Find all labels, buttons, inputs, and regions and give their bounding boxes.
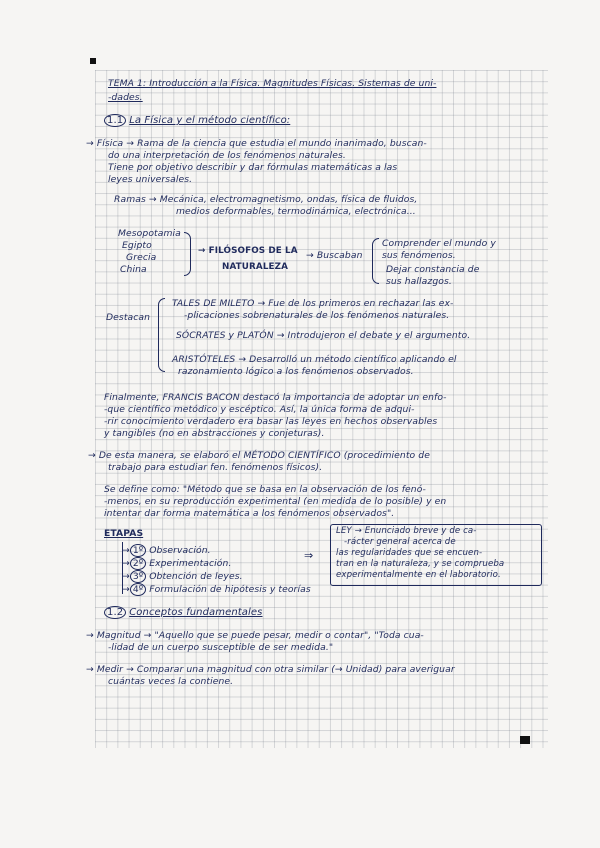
fisica-line-2: do una interpretación de los fenómenos naturales. [108,150,346,161]
filosofos-line-2: NATURALEZA [222,262,289,272]
culture-egipto: Egipto [122,240,152,251]
magnitud-line-1: → Magnitud → "Aquello que se puede pesar, medir o contar", "Toda cua- [86,630,424,641]
ley-line-5: experimentalmente en el laboratorio. [336,570,501,580]
goals-brace [372,238,379,284]
section-1-number: 1.1 [104,114,126,127]
goal-4: sus hallazgos. [386,276,452,287]
ley-line-2: -rácter general acerca de [344,537,456,547]
definicion-line-1: Se define como: "Método que se basa en la observación de los fenó- [104,484,426,495]
section-2-heading [104,606,262,619]
scan-corner-mark [520,736,530,744]
tales-line-1: TALES DE MILETO → Fue de los primeros en rechazar las ex- [172,298,454,309]
fisica-line-3: Tiene por objetivo describir y dar fórmulas matemáticas a las [108,162,398,173]
goal-3: Dejar constancia de [386,264,480,275]
socrates-line: SÓCRATES y PLATÓN → Introdujeron el debate y el argumento. [176,330,471,341]
page-margin-bottom [0,748,600,848]
metodo-line-2: trabajo para estudiar fen. fenómenos físicos). [108,462,323,473]
bacon-line-1: Finalmente, FRANCIS BACON destacó la importancia de adoptar un enfo- [104,392,447,403]
aristoteles-line-1: ARISTÓTELES → Desarrolló un método científico aplicando el [172,354,457,365]
aristoteles-line-2: razonamiento lógico a los fenómenos observados. [178,366,414,377]
etapa-1-number: 1º [130,544,146,557]
culture-grecia: Grecia [126,252,157,263]
section-2-title: Conceptos fundamentales [129,607,263,618]
definicion-line-2: -menos, en su reproducción experimental (en medida de lo posible) y en [104,496,447,507]
etapas-label: ETAPAS [104,528,144,539]
etapa-1: → 1º Observación. [122,545,211,556]
medir-line-1: → Medir → Comparar una magnitud con otra similar (→ Unidad) para averiguar [86,664,455,675]
etapas-implies-arrow: ⇒ [304,549,314,562]
etapa-1-text: Observación. [149,545,211,556]
destacan-label: Destacan [106,312,151,323]
culture-mesopotamia: Mesopotamia [118,228,181,239]
etapa-4: → 4º Formulación de hipótesis y teorías [122,584,311,595]
destacan-brace [158,298,165,372]
etapa-2-number: 2º [130,557,146,570]
bacon-line-2: -que científico metódico y escéptico. Así, la única forma de adqui- [104,404,415,415]
page-margin-right [548,0,600,848]
cultures-brace [184,232,191,276]
etapa-4-text: Formulación de hipótesis y teorías [149,584,311,595]
metodo-line-1: → De esta manera, se elaboró el MÉTODO CIENTÍFICO (procedimiento de [88,450,430,461]
fisica-line-1: → Física → Rama de la ciencia que estudia el mundo inanimado, buscan- [86,138,427,149]
fisica-line-4: leyes universales. [108,174,193,185]
ley-line-4: tran en la naturaleza, y se comprueba [336,559,505,569]
title-line-1: TEMA 1: Introducción a la Física. Magnitudes Físicas. Sistemas de uni- [108,78,437,89]
section-2-number: 1.2 [104,606,126,619]
filosofos-line-1: → FILÓSOFOS DE LA [198,246,298,256]
section-1-heading [104,114,290,127]
etapa-2: → 2º Experimentación. [122,558,232,569]
goal-2: sus fenómenos. [382,250,456,261]
etapa-3-number: 3º [130,570,146,583]
etapa-4-number: 4º [130,583,146,596]
bacon-line-3: -rir conocimiento verdadero era basar las leyes en hechos observables [104,416,438,427]
ramas-line-2: medios deformables, termodinámica, electrónica... [176,206,416,217]
ley-line-1: LEY → Enunciado breve y de ca- [336,526,477,536]
medir-line-2: cuántas veces la contiene. [108,676,234,687]
title-line-2: -dades. [108,92,143,103]
page-margin-left [0,0,95,848]
definicion-line-3: intentar dar forma matemática a los fenómenos observados". [104,508,395,519]
buscaban-label: → Buscaban [306,250,363,261]
ley-line-3: las regularidades que se encuen- [336,548,483,558]
etapa-2-text: Experimentación. [149,558,232,569]
etapa-3-text: Obtención de leyes. [149,571,243,582]
tales-line-2: -plicaciones sobrenaturales de los fenómenos naturales. [184,310,450,321]
magnitud-line-2: -lidad de un cuerpo susceptible de ser medida." [108,642,334,653]
section-1-title: La Física y el método científico: [129,115,291,126]
bacon-line-4: y tangibles (no en abstracciones y conjeturas). [104,428,325,439]
scan-corner-mark-top [90,58,96,64]
etapa-3: → 3º Obtención de leyes. [122,571,243,582]
ramas-line-1: Ramas → Mecánica, electromagnetismo, ondas, física de fluidos, [114,194,418,205]
culture-china: China [120,264,147,275]
goal-1: Comprender el mundo y [382,238,496,249]
